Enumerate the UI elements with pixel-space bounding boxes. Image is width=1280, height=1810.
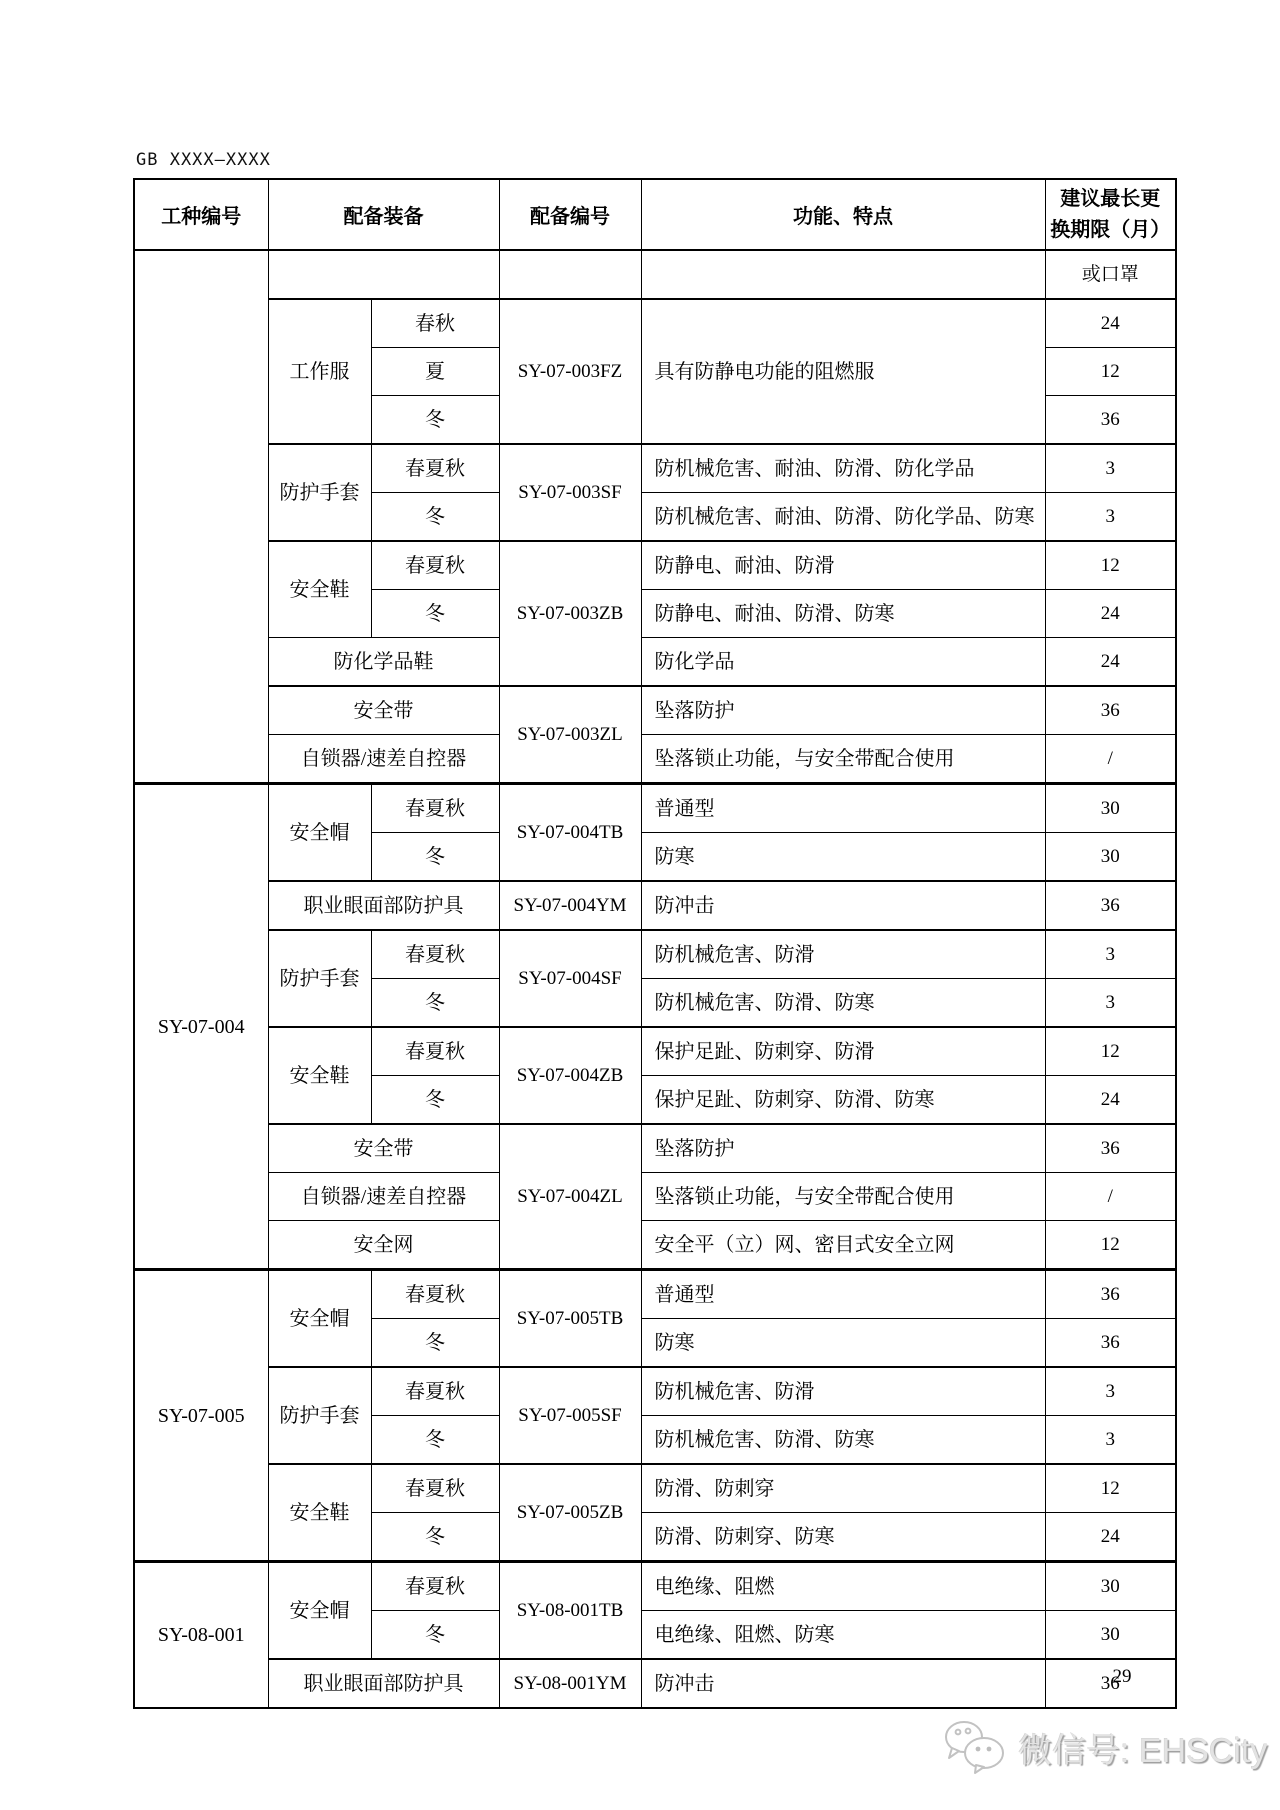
cell-period: 3	[1045, 1416, 1176, 1465]
cell-season: 春夏秋	[371, 444, 499, 493]
cell-equipment: 安全鞋	[268, 541, 371, 638]
cell-features: 防机械危害、耐油、防滑、防化学品、防寒	[641, 493, 1045, 542]
cell-features	[641, 250, 1045, 299]
cell-season: 春夏秋	[371, 1367, 499, 1416]
cell-equipment: 安全带	[268, 1124, 499, 1173]
cell-features: 防冲击	[641, 1659, 1045, 1708]
cell-code: SY-07-004TB	[499, 784, 641, 882]
cell-season: 冬	[371, 833, 499, 882]
cell-features: 防机械危害、防滑	[641, 1367, 1045, 1416]
cell-period: 36	[1045, 881, 1176, 930]
cell-code: SY-07-005TB	[499, 1270, 641, 1368]
cell-code: SY-07-004ZB	[499, 1027, 641, 1124]
cell-equipment: 安全帽	[268, 784, 371, 882]
cell-period: 24	[1045, 299, 1176, 348]
cell-season: 春夏秋	[371, 1270, 499, 1319]
cell-code: SY-08-001YM	[499, 1659, 641, 1708]
ppe-table	[133, 178, 1177, 1709]
cell-period: /	[1045, 735, 1176, 784]
table-body	[134, 250, 1176, 1708]
cell-season: 春夏秋	[371, 930, 499, 979]
cell-season: 春夏秋	[371, 1562, 499, 1611]
cell-period: /	[1045, 1173, 1176, 1221]
cell-equipment: 职业眼面部防护具	[268, 1659, 499, 1708]
cell-period: 36	[1045, 1319, 1176, 1368]
cell-period: 36	[1045, 686, 1176, 735]
cell-period: 12	[1045, 1027, 1176, 1076]
table-row	[134, 250, 1176, 299]
cell-code	[499, 250, 641, 299]
cell-period: 30	[1045, 833, 1176, 882]
cell-period: 12	[1045, 348, 1176, 396]
standard-code: GB XXXX—XXXX	[136, 150, 271, 170]
cell-equipment: 防护手套	[268, 444, 371, 541]
cell-period: 30	[1045, 784, 1176, 833]
cell-code: SY-07-003SF	[499, 444, 641, 541]
cell-equipment: 安全鞋	[268, 1464, 371, 1562]
cell-period: 3	[1045, 493, 1176, 542]
cell-equipment: 自锁器/速差自控器	[268, 735, 499, 784]
cell-features: 普通型	[641, 784, 1045, 833]
cell-equipment: 安全帽	[268, 1270, 371, 1368]
wechat-icon	[942, 1718, 1008, 1776]
header-period-line1: 建议最长更	[1060, 187, 1161, 210]
cell-features: 防静电、耐油、防滑	[641, 541, 1045, 590]
cell-equipment	[268, 250, 499, 299]
cell-code: SY-07-004SF	[499, 930, 641, 1027]
cell-features: 保护足趾、防刺穿、防滑、防寒	[641, 1076, 1045, 1125]
header-worktype: 工种编号	[134, 179, 268, 250]
table-row	[134, 1562, 1176, 1611]
cell-code: SY-08-001TB	[499, 1562, 641, 1660]
cell-period: 12	[1045, 1221, 1176, 1270]
table-row	[134, 1367, 1176, 1416]
table-row	[134, 1270, 1176, 1319]
cell-features: 普通型	[641, 1270, 1045, 1319]
cell-code: SY-07-003ZL	[499, 686, 641, 784]
table-row	[134, 1221, 1176, 1270]
cell-features: 防机械危害、耐油、防滑、防化学品	[641, 444, 1045, 493]
header-period	[1045, 179, 1176, 250]
cell-features: 防滑、防刺穿	[641, 1464, 1045, 1513]
table-row	[134, 1173, 1176, 1221]
cell-season: 春夏秋	[371, 784, 499, 833]
cell-features: 具有防静电功能的阻燃服	[641, 299, 1045, 444]
cell-period: 3	[1045, 444, 1176, 493]
watermark	[942, 1718, 1267, 1776]
table-row	[134, 638, 1176, 687]
table-row	[134, 881, 1176, 930]
cell-season: 冬	[371, 1611, 499, 1660]
cell-period: 24	[1045, 1513, 1176, 1562]
cell-period: 12	[1045, 1464, 1176, 1513]
cell-period: 30	[1045, 1611, 1176, 1660]
cell-features: 防机械危害、防滑、防寒	[641, 1416, 1045, 1465]
cell-period: 24	[1045, 1076, 1176, 1125]
cell-equipment: 自锁器/速差自控器	[268, 1173, 499, 1221]
table-row	[134, 1124, 1176, 1173]
cell-season: 冬	[371, 1513, 499, 1562]
cell-worktype: SY-07-005	[134, 1270, 268, 1562]
cell-equipment: 工作服	[268, 299, 371, 444]
cell-period: 3	[1045, 979, 1176, 1028]
table-row	[134, 784, 1176, 833]
cell-season: 夏	[371, 348, 499, 396]
cell-period: 24	[1045, 638, 1176, 687]
cell-features: 防化学品	[641, 638, 1045, 687]
header-equipment: 配备装备	[268, 179, 499, 250]
cell-features: 坠落防护	[641, 1124, 1045, 1173]
cell-worktype	[134, 250, 268, 784]
cell-features: 保护足趾、防刺穿、防滑	[641, 1027, 1045, 1076]
cell-equipment: 防护手套	[268, 1367, 371, 1464]
cell-season: 春夏秋	[371, 541, 499, 590]
cell-features: 安全平（立）网、密目式安全立网	[641, 1221, 1045, 1270]
table-row	[134, 1464, 1176, 1513]
page-number: 29	[1112, 1666, 1132, 1687]
cell-code: SY-07-003FZ	[499, 299, 641, 444]
cell-period: 30	[1045, 1562, 1176, 1611]
header-code: 配备编号	[499, 179, 641, 250]
table-row	[134, 541, 1176, 590]
cell-season: 春秋	[371, 299, 499, 348]
table-row	[134, 444, 1176, 493]
cell-period: 36	[1045, 1270, 1176, 1319]
cell-season: 冬	[371, 1416, 499, 1465]
cell-period: 3	[1045, 930, 1176, 979]
cell-worktype: SY-08-001	[134, 1562, 268, 1709]
cell-season: 冬	[371, 493, 499, 542]
cell-code: SY-07-005ZB	[499, 1464, 641, 1562]
cell-features: 防滑、防刺穿、防寒	[641, 1513, 1045, 1562]
cell-season: 冬	[371, 979, 499, 1028]
cell-period: 3	[1045, 1367, 1176, 1416]
cell-season: 冬	[371, 1319, 499, 1368]
table-row	[134, 1027, 1176, 1076]
cell-equipment: 职业眼面部防护具	[268, 881, 499, 930]
table-row	[134, 1659, 1176, 1708]
header-features: 功能、特点	[641, 179, 1045, 250]
cell-equipment: 安全网	[268, 1221, 499, 1270]
cell-equipment: 安全带	[268, 686, 499, 735]
cell-season: 春夏秋	[371, 1464, 499, 1513]
cell-code: SY-07-004YM	[499, 881, 641, 930]
cell-code: SY-07-005SF	[499, 1367, 641, 1464]
cell-features: 防寒	[641, 833, 1045, 882]
cell-features: 防机械危害、防滑	[641, 930, 1045, 979]
cell-worktype: SY-07-004	[134, 784, 268, 1270]
cell-season: 冬	[371, 396, 499, 445]
cell-code: SY-07-003ZB	[499, 541, 641, 686]
cell-features: 坠落防护	[641, 686, 1045, 735]
table-header	[134, 179, 1176, 250]
table-row	[134, 930, 1176, 979]
table-row	[134, 735, 1176, 784]
cell-period: 36	[1045, 1124, 1176, 1173]
cell-equipment: 安全鞋	[268, 1027, 371, 1124]
table-row	[134, 686, 1176, 735]
cell-features: 电绝缘、阻燃	[641, 1562, 1045, 1611]
cell-equipment: 防护手套	[268, 930, 371, 1027]
cell-features: 坠落锁止功能，与安全带配合使用	[641, 735, 1045, 784]
cell-code: SY-07-004ZL	[499, 1124, 641, 1270]
cell-season: 冬	[371, 1076, 499, 1125]
table-row	[134, 299, 1176, 348]
cell-season: 春夏秋	[371, 1027, 499, 1076]
cell-features: 防机械危害、防滑、防寒	[641, 979, 1045, 1028]
cell-period: 36	[1045, 1659, 1176, 1708]
cell-features: 防静电、耐油、防滑、防寒	[641, 590, 1045, 638]
header-period-line2: 换期限（月）	[1050, 218, 1171, 241]
cell-equipment: 安全帽	[268, 1562, 371, 1660]
watermark-text: 微信号: EHSCity	[1018, 1731, 1268, 1770]
cell-period: 36	[1045, 396, 1176, 445]
cell-features: 电绝缘、阻燃、防寒	[641, 1611, 1045, 1660]
cell-features: 防冲击	[641, 881, 1045, 930]
cell-season: 冬	[371, 590, 499, 638]
cell-period: 12	[1045, 541, 1176, 590]
cell-features: 防寒	[641, 1319, 1045, 1368]
cell-equipment: 防化学品鞋	[268, 638, 499, 687]
cell-period: 或口罩	[1045, 250, 1176, 299]
cell-period: 24	[1045, 590, 1176, 638]
cell-features: 坠落锁止功能，与安全带配合使用	[641, 1173, 1045, 1221]
